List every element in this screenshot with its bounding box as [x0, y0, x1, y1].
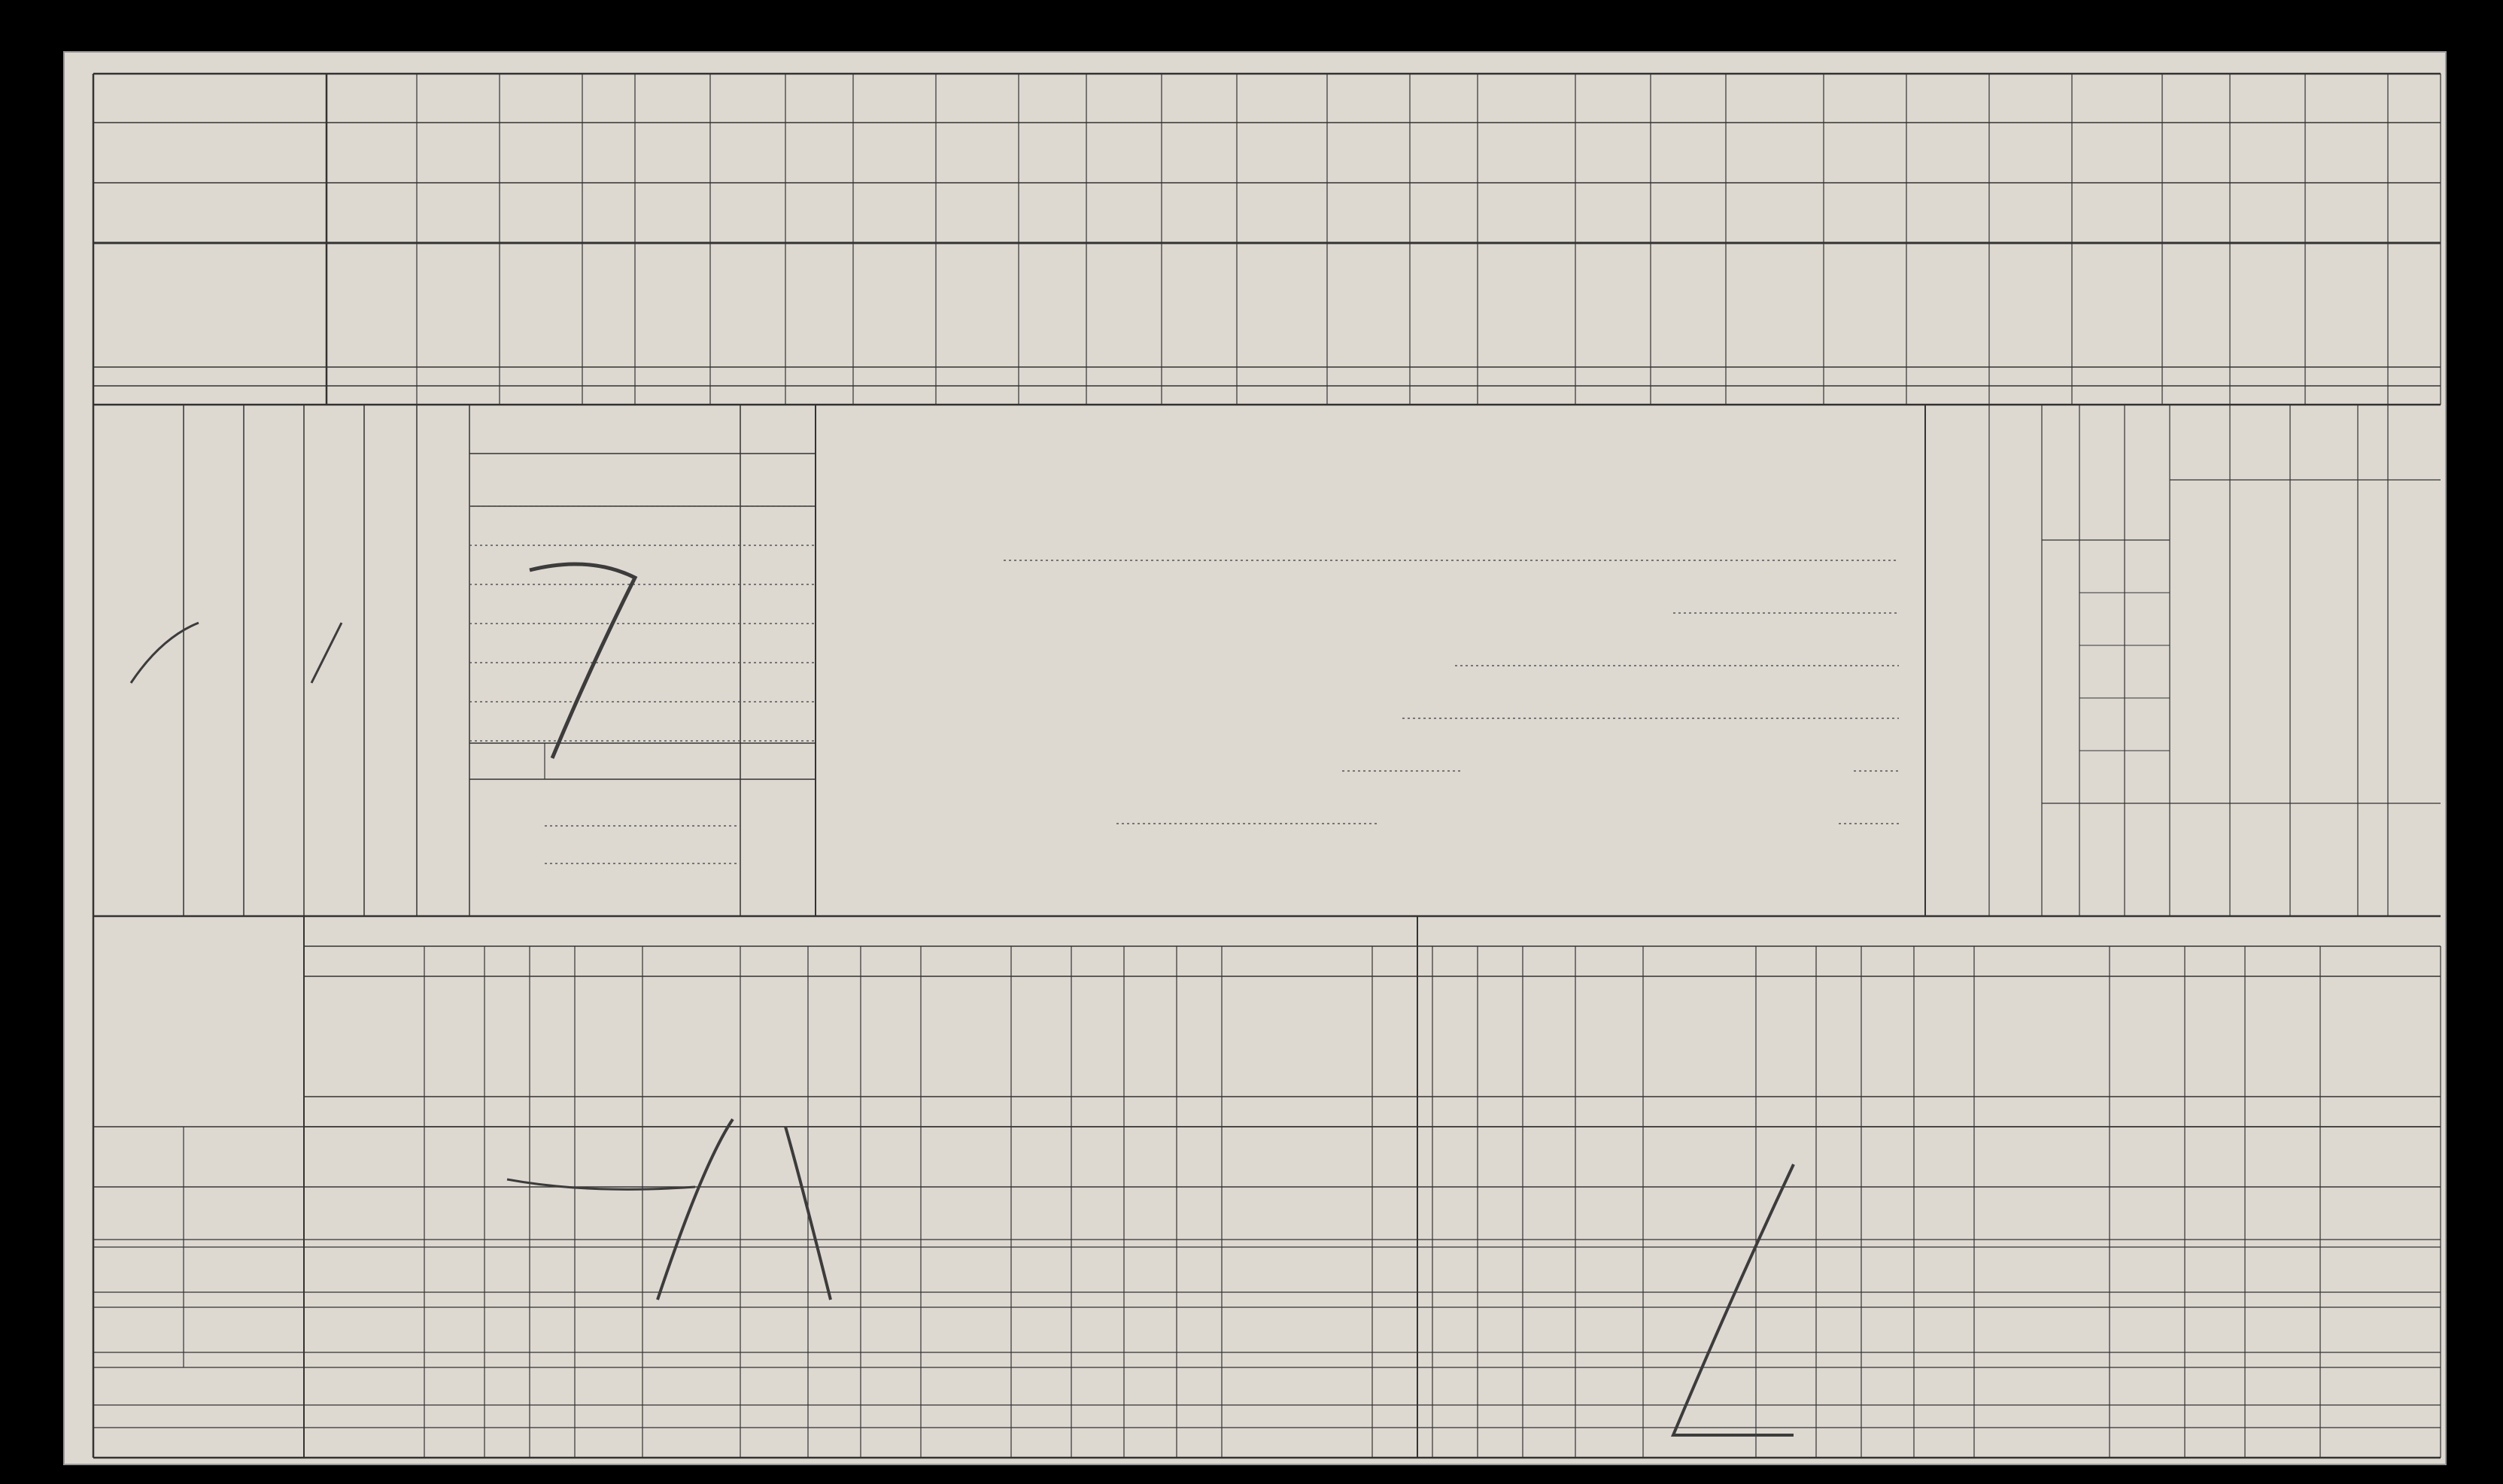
pop-col-header [2170, 408, 2230, 476]
pop-row-label [2079, 754, 2125, 800]
col-header-77 [327, 248, 417, 361]
pop-row-number [2125, 702, 2170, 747]
census-card [63, 51, 2447, 1465]
bottom-col-header [2380, 984, 2441, 1097]
bottom-col-header [485, 984, 530, 1097]
row-number [184, 615, 244, 706]
col-header-83 [785, 248, 853, 361]
pop-col-header [2230, 811, 2290, 909]
col-header-80 [582, 248, 635, 361]
bottom-col-header [575, 984, 642, 1097]
pop-col-header [2358, 811, 2388, 909]
bottom-col-header [1071, 984, 1222, 1097]
col-header-90 [1327, 248, 1410, 361]
bottom-col-header [1861, 984, 1974, 1097]
hired-worker-type [244, 513, 304, 603]
pop-row-label [2079, 596, 2125, 642]
group-allotment [93, 1157, 184, 1285]
pop-col-header [2170, 811, 2230, 909]
bottom-col-header [921, 984, 1011, 1097]
row-number [184, 411, 244, 501]
hired-workers-note [364, 420, 469, 901]
col-header-91 [1410, 248, 1478, 361]
col-header-100 [2162, 248, 2230, 361]
men-label [2042, 743, 2079, 803]
pop-row-number [2125, 649, 2170, 694]
col-header-87 [1086, 248, 1162, 361]
pop-row-number [2125, 544, 2170, 589]
hired-worker-type [244, 411, 304, 501]
pop-col-header [2290, 408, 2358, 476]
bottom-col-header [1222, 984, 1282, 1097]
bottom-col-header [1974, 984, 2110, 1097]
bottom-col-header [1643, 984, 1703, 1097]
col-header-89 [1237, 248, 1327, 361]
women-label [2042, 638, 2079, 728]
pop-col-header [2358, 408, 2388, 476]
pop-col-header [2290, 811, 2358, 909]
pop-row-number [2125, 596, 2170, 642]
bottom-col-header [1432, 984, 1575, 1097]
bottom-col-header [530, 984, 575, 1097]
row-number [184, 718, 244, 808]
pop-row-label [2079, 702, 2125, 747]
bottom-col-header [424, 984, 485, 1097]
pop-col-header [2388, 811, 2441, 909]
hired-worker-type [244, 615, 304, 706]
col-header-86 [1019, 248, 1086, 361]
col-header-93 [1575, 248, 1651, 361]
bottom-col-header [2320, 984, 2380, 1097]
row-number [184, 820, 244, 910]
pop-col-header [2388, 408, 2441, 476]
pop-row-number [2125, 754, 2170, 800]
bottom-col-header [2245, 984, 2320, 1097]
col-header-102 [2305, 248, 2388, 361]
col-header-79 [500, 248, 582, 361]
pop-row-label [2079, 544, 2125, 589]
row-number [184, 513, 244, 603]
bottom-col-header [1575, 984, 1643, 1097]
col-header-97 [1906, 248, 1989, 361]
col-header-96 [1824, 248, 1906, 361]
hired-worker-type [244, 718, 304, 808]
col-header-88 [1162, 248, 1237, 361]
bottom-col-header [1703, 984, 1756, 1097]
col-header-94 [1651, 248, 1726, 361]
col-header-92 [1478, 248, 1575, 361]
pop-row-label [2079, 649, 2125, 694]
col-header-103 [2388, 248, 2441, 361]
col-header-95 [1726, 248, 1824, 361]
bottom-col-header [740, 984, 861, 1097]
bottom-col-header [2110, 984, 2185, 1097]
col-header-84 [853, 248, 936, 361]
col-header-98 [1989, 248, 2072, 361]
col-header-81 [635, 248, 710, 361]
bottom-col-header [861, 984, 921, 1097]
bottom-col-header [1282, 984, 1372, 1097]
population-title [1929, 442, 1985, 894]
col-header-82 [710, 248, 785, 361]
col-header-85 [936, 248, 1019, 361]
pop-col-header [2230, 408, 2290, 476]
col-header-99 [2072, 248, 2162, 361]
group-non-allotment [93, 1277, 184, 1413]
col-header-78 [417, 248, 500, 361]
col-header-101 [2230, 248, 2305, 361]
